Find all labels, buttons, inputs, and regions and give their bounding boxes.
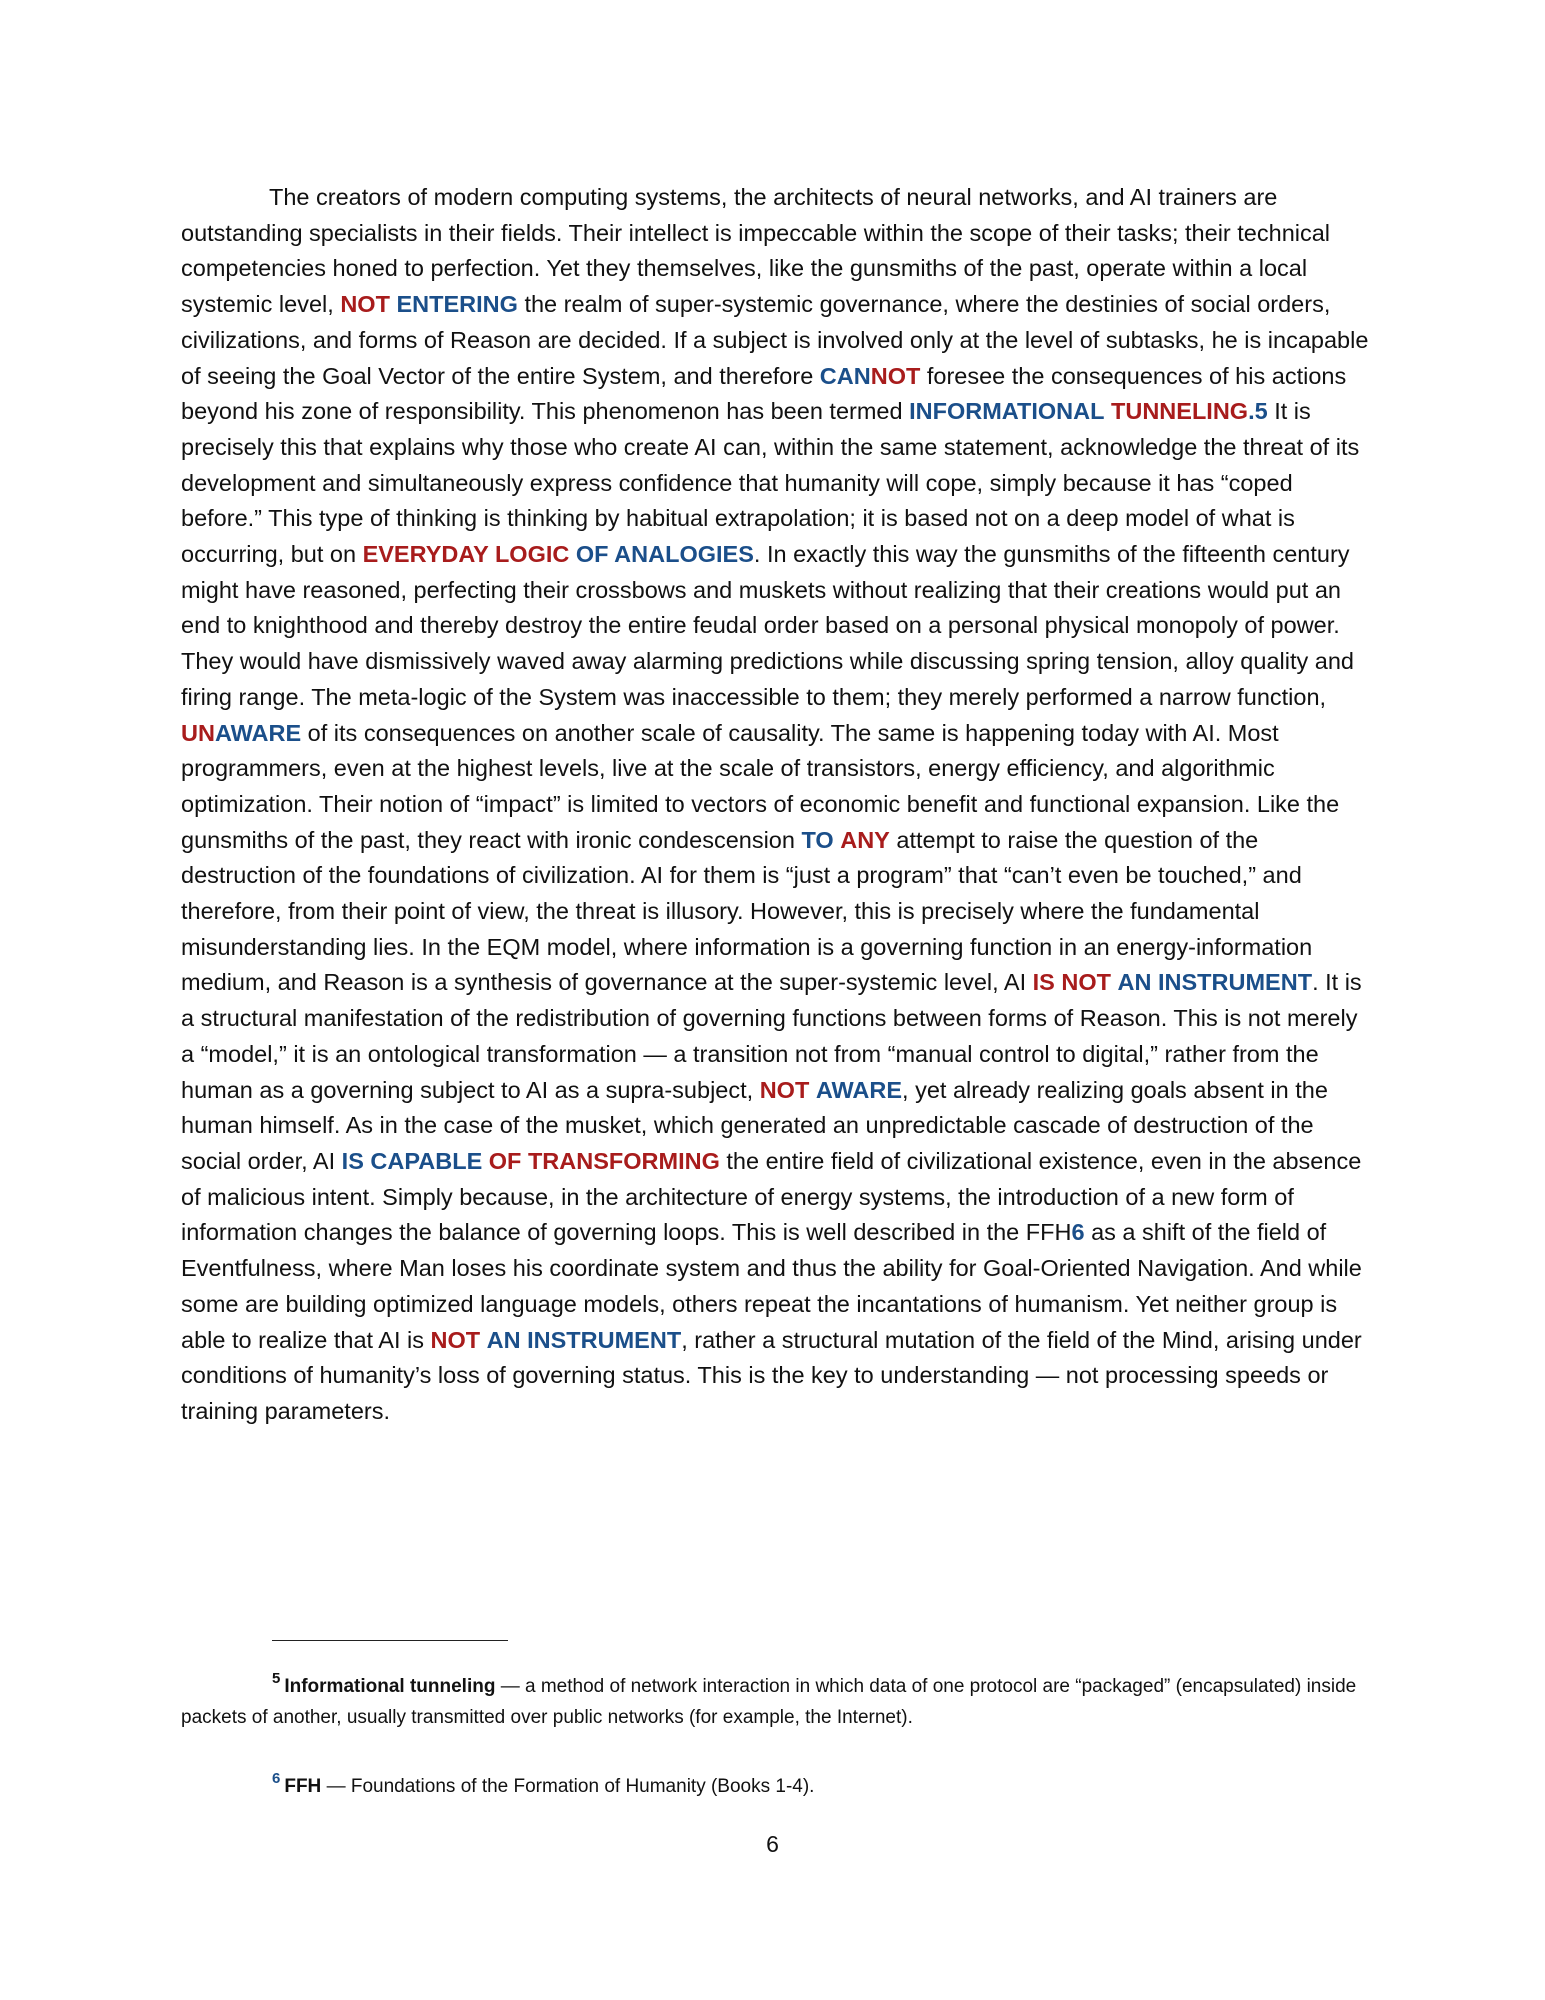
emphasis-red: OF TRANSFORMING xyxy=(488,1147,720,1174)
text-segment: attempt to raise the question of the destruction of the foundations of civilization. AI for them is “just a program” that “can’t even be touched,” and therefore, from their point of view, the threat is illusory. However, this is precisely where the fundamental misunderstanding lies. In the EQM model, where information is a governing function in an energy-information medium, and Reason is a synthesis of governance at the super-systemic level, AI xyxy=(181,826,1313,996)
footnote-mark: 6 xyxy=(272,1770,281,1787)
footnote-6 xyxy=(181,1772,1377,1803)
main-paragraph xyxy=(181,180,1377,1430)
text-segment: as a shift of the field of Eventfulness, where Man loses his coordinate system and thus the ability for Goal-Oriented Navigation. And while some are building optimized language models, others repeat the incantations of humanism. Yet neither group is able to realize that AI is xyxy=(181,1219,1362,1353)
text-segment: foresee the consequences of his actions beyond his zone of responsibility. This phenomenon has been termed xyxy=(181,362,1347,425)
emphasis-blue: CAN xyxy=(819,362,871,389)
text-segment: . It is a structural manifestation of the redistribution of governing functions between forms of Reason. This is not merely a “model,” it is an ontological transformation — a transition not from “manual control to digital,” rather from the human as a governing subject to AI as a supra-subject, xyxy=(181,969,1362,1103)
emphasis-red: NOT xyxy=(430,1326,481,1353)
text-segment: , rather a structural mutation of the field of the Mind, arising under conditions of humanity’s loss of governing status. This is the key to understanding — not processing speeds or training parameters. xyxy=(181,1326,1362,1424)
footnote-text: — Foundations of the Formation of Humanity (Books 1-4). xyxy=(326,1776,815,1797)
emphasis-red: UN xyxy=(181,719,215,746)
emphasis-blue: AN INSTRUMENT xyxy=(486,1326,682,1353)
emphasis-blue: AWARE xyxy=(815,1076,903,1103)
text-segment: It is precisely this that explains why those who create AI can, within the same statement, acknowledge the threat of its development and simultaneously express confidence that humanity will cope, simply because it has “coped before.” This type of thinking is thinking by habitual extrapolation; it is based not on a deep model of what is occurring, but on xyxy=(181,398,1360,568)
emphasis-red: NOT xyxy=(759,1076,810,1103)
footnote-ref-5: .5 xyxy=(1248,398,1268,425)
text-segment: . In exactly this way the gunsmiths of the fifteenth century might have reasoned, perfecting their crossbows and muskets without realizing that their creations would put an end to knighthood and thereby destroy the entire feudal order based on a personal physical monopoly of power. They would have dismissively waved away alarming predictions while discussing spring tension, alloy quality and firing range. The meta-logic of the System was inaccessible to them; they merely performed a narrow function, xyxy=(181,541,1354,710)
page-number: 6 xyxy=(766,1831,779,1857)
emphasis-red: IS NOT xyxy=(1032,969,1111,996)
text-segment: , yet already realizing goals absent in the human himself. As in the case of the musket, which generated an unpredictable cascade of destruction of the social order, AI xyxy=(181,1076,1328,1174)
emphasis-blue: AN INSTRUMENT xyxy=(1117,969,1313,996)
footnote-text: — a method of network interaction in which data of one protocol are “packaged” (encapsulated) inside packets of another, usually transmitted over public networks (for example, the Internet). xyxy=(181,1676,1357,1728)
text-segment: of its consequences on another scale of causality. The same is happening today with AI. Most programmers, even at the highest levels, live at the scale of transistors, energy efficiency, and algorithmic optimization. Their notion of “impact” is limited to vectors of economic benefit and functional expansion. Like the gunsmiths of the past, they react with ironic condescension xyxy=(181,719,1340,853)
text-segment: the entire field of civilizational existence, even in the absence of malicious intent. Simply because, in the architecture of energy systems, the introduction of a new form of information changes the balance of governing loops. This is well described in the FFH xyxy=(181,1147,1362,1246)
text-segment: the realm of super-systemic governance, where the destinies of social orders, civilizations, and forms of Reason are decided. If a subject is involved only at the level of subtasks, he is incapable of seeing the Goal Vector of the entire System, and therefore xyxy=(181,291,1369,389)
emphasis-blue: OF ANALOGIES xyxy=(575,541,754,568)
footnote-term: Informational tunneling xyxy=(284,1676,496,1697)
footnote-mark: 5 xyxy=(272,1670,281,1687)
emphasis-blue: AWARE xyxy=(214,719,302,746)
text-segment: The creators of modern computing systems, the architects of neural networks, and AI trainers are outstanding specialists in their fields. Their intellect is impeccable within the scope of their tasks; their technical competencies honed to perfection. Yet they themselves, like the gunsmiths of the past, operate within a local systemic level, xyxy=(181,184,1331,318)
emphasis-blue: ENTERING xyxy=(396,291,518,318)
emphasis-red: TUNNELING xyxy=(1111,398,1249,425)
footnote-5 xyxy=(181,1672,1377,1733)
emphasis-blue: INFORMATIONAL xyxy=(909,398,1105,425)
emphasis-red: EVERYDAY LOGIC xyxy=(362,541,570,568)
emphasis-blue: TO xyxy=(801,826,834,853)
footnote-ref-6: 6 xyxy=(1071,1219,1085,1246)
emphasis-blue: IS CAPABLE xyxy=(341,1147,483,1174)
emphasis-red: NOT xyxy=(870,362,921,389)
emphasis-red: NOT xyxy=(340,291,390,318)
footnote-term: FFH xyxy=(284,1776,322,1797)
footnote-divider xyxy=(272,1640,508,1641)
emphasis-red: ANY xyxy=(840,826,890,853)
